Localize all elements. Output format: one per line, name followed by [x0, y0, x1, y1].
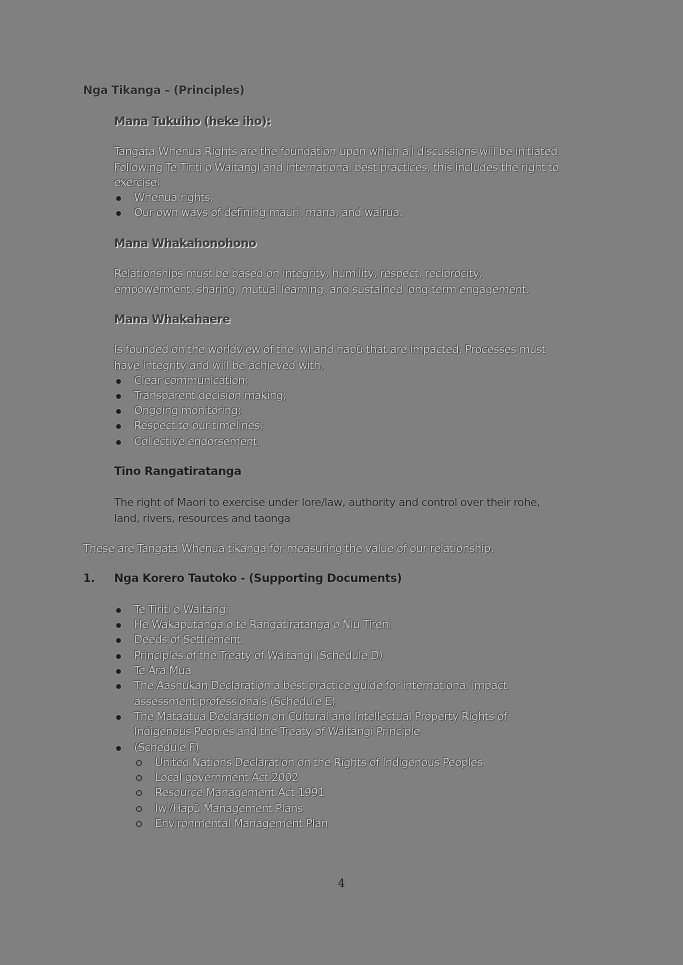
bullet-icon — [116, 623, 121, 628]
list-item-continuation: assessment professionals (Schedule E) — [134, 695, 336, 708]
sub-list-item: United Nations Declaration on the Rights of Indigenous Peoples — [155, 756, 483, 769]
list-item: Deeds of Settlement — [134, 633, 241, 646]
section-heading: Mana Whakahonohono — [114, 236, 257, 250]
list-item: (Schedule F) — [134, 741, 199, 754]
list-item: Our own ways of defining mauri, mana, and wairua. — [134, 206, 403, 219]
list-item-continuation: Indigenous Peoples and the Treaty of Waitangi Principle — [134, 725, 420, 738]
bullet-icon — [116, 440, 121, 445]
paragraph-line: land, rivers, resources and taonga — [114, 511, 291, 525]
paragraph-line: Following Te Tiriti o Waitangi and international best practices, this includes the right to — [114, 160, 559, 174]
section-number: 1. — [83, 571, 95, 585]
paragraph-line: have integrity and will be achieved with, — [114, 358, 324, 372]
list-item: Transparent decision making; — [134, 389, 287, 402]
sub-bullet-icon — [136, 775, 142, 781]
paragraph-line: exercise; — [114, 176, 160, 189]
bullet-icon — [116, 654, 121, 659]
bullet-icon — [116, 746, 121, 751]
section-heading: Mana Tukuiho (heke iho): — [114, 114, 271, 128]
bullet-icon — [116, 424, 121, 429]
bullet-icon — [116, 684, 121, 689]
sub-list-item: Local government Act 2002 — [155, 771, 298, 784]
section-paragraph — [114, 266, 529, 297]
list-item: Ongoing monitoring; — [134, 404, 241, 417]
sub-bullet-icon — [136, 821, 142, 827]
list-item: Te Ara Mua — [134, 664, 192, 677]
sub-bullet-icon — [136, 760, 142, 766]
list-item: Collective endorsement. — [134, 435, 261, 448]
section-heading: Nga Korero Tautoko - (Supporting Documents) — [114, 571, 402, 585]
bullet-icon — [116, 669, 121, 674]
bullet-icon — [116, 608, 121, 613]
list-item: Respect to our timelines; — [134, 419, 263, 432]
section-heading: Mana Whakahaere — [114, 312, 230, 326]
list-item: The Mataatua Declaration on Cultural and Intellectual Property Rights of — [134, 710, 508, 723]
summary-text: These are Tangata Whenua tikanga for measuring the value of our relationship. — [83, 542, 494, 555]
section-heading: Tino Rangatiratanga — [114, 464, 242, 478]
paragraph-line: empowerment, sharing, mutual learning, and sustained long-term engagement. — [114, 282, 530, 296]
section-paragraph — [114, 144, 560, 191]
bullet-icon — [116, 379, 121, 384]
bullet-icon — [116, 394, 121, 399]
paragraph-line: Is founded on the worldview of the iwi and hapū that are impacted. Processes must — [114, 343, 546, 356]
paragraph-line: The right of Maori to exercise under lore/law, authority and control over their rohe, — [114, 496, 540, 509]
bullet-icon — [116, 211, 121, 216]
sub-bullet-icon — [136, 806, 142, 812]
section-paragraph — [114, 342, 546, 373]
bullet-icon — [116, 196, 121, 201]
bullet-icon — [116, 409, 121, 414]
list-item: Whenua rights; — [134, 191, 214, 204]
list-item: He Wakaputanga o te Rangatiratanga o Niu Tireni — [134, 618, 392, 631]
bullet-icon — [116, 638, 121, 643]
sub-bullet-icon — [136, 790, 142, 796]
bullet-icon — [116, 715, 121, 720]
list-item: Principles of the Treaty of Waitangi (Schedule D) — [134, 649, 383, 662]
section-paragraph — [114, 495, 540, 526]
list-item: The Aashukan Declaration a best practice guide for international impact — [134, 679, 508, 692]
page-number: 4 — [338, 877, 345, 890]
list-item: Clear communication; — [134, 374, 249, 387]
sub-list-item: Resource Management Act 1991 — [155, 786, 325, 799]
list-item: Te Tiriti o Waitangi — [134, 603, 229, 616]
sub-list-item: Environmental Management Plan — [155, 817, 328, 830]
paragraph-line: Tangata Whenua Rights are the foundation upon which all discussions will be initiated. — [114, 145, 561, 158]
sub-list-item: Iwi/Hapū Management Plans — [155, 802, 303, 815]
page-title: Nga Tikanga – (Principles) — [83, 83, 245, 97]
paragraph-line: Relationships must be based on integrity, humility, respect, reciprocity, — [114, 267, 483, 280]
